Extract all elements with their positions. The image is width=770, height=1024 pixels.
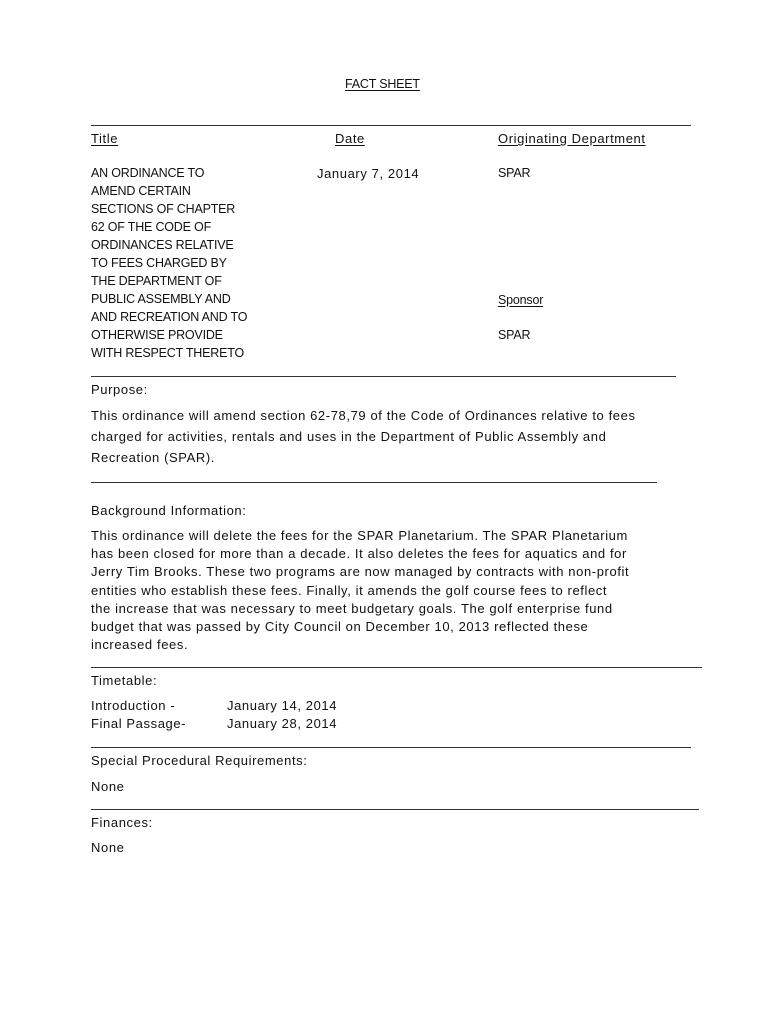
timetable-date-final-passage: January 28, 2014 [227,716,338,731]
background-line: has been closed for more than a decade. It also deletes the fees for aquatics and for [91,546,627,562]
background-line: Jerry Tim Brooks. These two programs are now managed by contracts with non-profit [91,564,630,580]
purpose-line: charged for activities, rentals and uses in the Department of Public Assembly and [91,429,607,444]
purpose-line: Recreation (SPAR). [91,450,215,465]
document-heading: FACT SHEET [345,77,420,91]
timetable-date-introduction: January 14, 2014 [227,698,338,713]
ordinance-title [91,166,247,364]
divider-purpose [91,482,657,483]
divider-top [91,125,691,126]
title-line: AMEND CERTAIN [91,184,191,198]
title-line: AND RECREATION AND TO [91,310,248,324]
column-label-title: Title [91,131,119,146]
column-label-originating-department: Originating Department [498,131,646,146]
title-line: AN ORDINANCE TO [91,166,205,180]
background-label: Background Information: [91,503,247,518]
background-line: budget that was passed by City Council on December 10, 2013 reflected these [91,619,589,635]
timetable-stage-introduction: Introduction - [91,698,176,713]
date-value: January 7, 2014 [317,166,420,181]
background-line: entities who establish these fees. Finally, it amends the golf course fees to reflect [91,582,608,598]
title-line: SECTIONS OF CHAPTER [91,202,236,216]
divider-special [91,809,699,810]
title-line: WITH RESPECT THERETO [91,346,244,360]
originating-department-value: SPAR [498,166,531,180]
title-line: 62 OF THE CODE OF [91,220,212,234]
background-text [91,527,679,654]
timetable-stage-final-passage: Final Passage- [91,716,187,731]
timetable-label: Timetable: [91,673,158,688]
divider-title-block [91,376,676,377]
sponsor-value: SPAR [498,328,531,342]
finances-value: None [91,840,125,855]
purpose-label: Purpose: [91,382,148,397]
column-label-date: Date [335,131,365,146]
title-line: TO FEES CHARGED BY [91,256,227,270]
divider-timetable [91,747,691,748]
divider-background [91,667,702,668]
special-requirements-label: Special Procedural Requirements: [91,753,308,768]
background-line: This ordinance will delete the fees for the SPAR Planetarium. The SPAR Planetarium [91,528,628,543]
background-line: the increase that was necessary to meet budgetary goals. The golf enterprise fund [91,600,613,616]
sponsor-label: Sponsor [498,293,544,307]
title-line: THE DEPARTMENT OF [91,274,222,288]
special-requirements-value: None [91,779,125,794]
title-line: PUBLIC ASSEMBLY AND [91,292,231,306]
purpose-line: This ordinance will amend section 62-78,79 of the Code of Ordinances relative to fees [91,408,636,423]
title-line: ORDINANCES RELATIVE [91,238,234,252]
purpose-text [91,405,679,468]
background-line: increased fees. [91,637,189,653]
finances-label: Finances: [91,815,153,830]
title-line: OTHERWISE PROVIDE [91,328,223,342]
